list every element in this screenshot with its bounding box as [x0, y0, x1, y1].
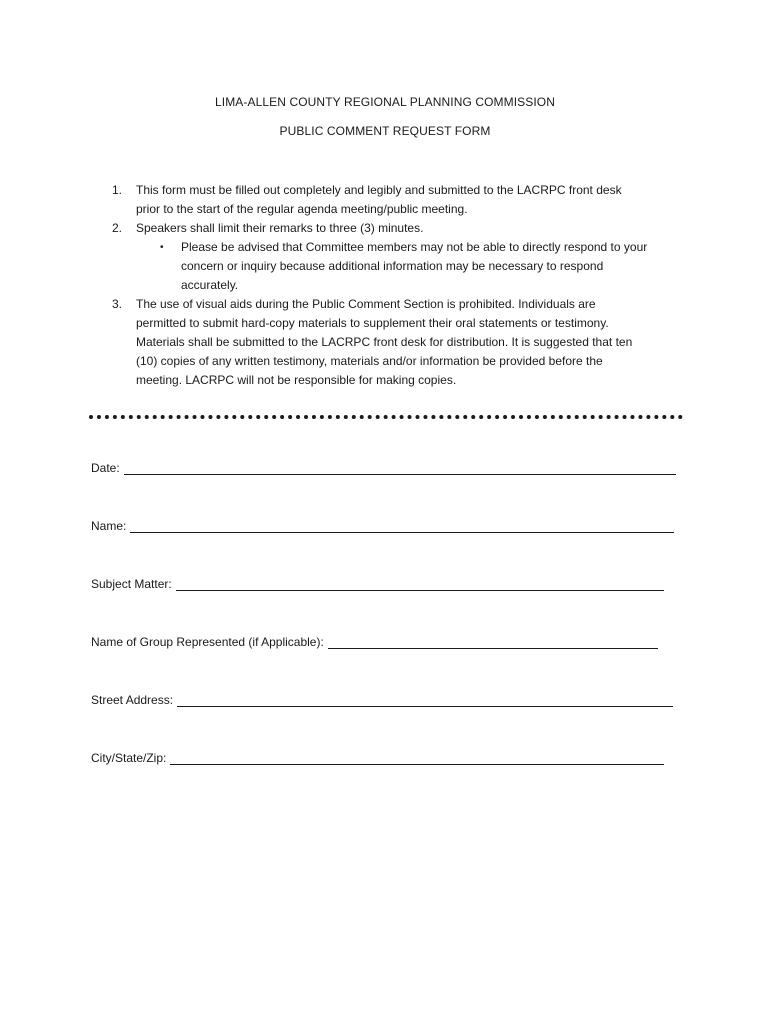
- rule-line: meeting. LACRPC will not be responsible for making copies.: [136, 373, 457, 387]
- sub-bullet-line: Please be advised that Committee members may not be able to directly respond to your: [181, 240, 648, 254]
- name-field: [91, 519, 674, 533]
- rule-number: 1.: [112, 183, 123, 197]
- group-field: [91, 635, 658, 649]
- name-input-line[interactable]: [130, 519, 674, 533]
- sub-bullet-line: concern or inquiry because additional information may be necessary to respond: [181, 259, 604, 273]
- rule-item-2: [112, 219, 682, 238]
- street-input-line[interactable]: [177, 693, 673, 707]
- bullet-icon: •: [160, 242, 164, 253]
- rule-item-1: [112, 181, 682, 219]
- name-label: Name:: [91, 519, 127, 533]
- street-label: Street Address:: [91, 693, 174, 707]
- subject-input-line[interactable]: [176, 577, 664, 591]
- form-title: PUBLIC COMMENT REQUEST FORM: [279, 124, 491, 138]
- city-state-zip-input-line[interactable]: [170, 751, 664, 765]
- rule-number: 2.: [112, 221, 123, 235]
- group-label: Name of Group Represented (if Applicable):: [91, 635, 324, 649]
- rules-list: [112, 181, 682, 390]
- sub-bullet-line: accurately.: [181, 278, 239, 292]
- rule-line: This form must be filled out completely and legibly and submitted to the LACRPC front desk: [136, 183, 622, 197]
- dotted-divider: [89, 415, 683, 419]
- rule-line: permitted to submit hard-copy materials to supplement their oral statements or testimony.: [136, 316, 609, 330]
- rule-line: (10) copies of any written testimony, materials and/or information be provided before the: [136, 354, 603, 368]
- city-state-zip-field: [91, 751, 664, 765]
- rule-sub-bullet: [112, 238, 682, 295]
- subject-label: Subject Matter:: [91, 577, 172, 591]
- rule-line: Materials shall be submitted to the LACRPC front desk for distribution. It is suggested that ten: [136, 335, 633, 349]
- rule-item-3: [112, 295, 682, 390]
- rule-line: Speakers shall limit their remarks to three (3) minutes.: [136, 221, 424, 235]
- city-state-zip-label: City/State/Zip:: [91, 751, 167, 765]
- organization-title: LIMA-ALLEN COUNTY REGIONAL PLANNING COMMISSION: [215, 95, 555, 109]
- date-label: Date:: [91, 461, 120, 475]
- subject-field: [91, 577, 664, 591]
- rule-line: The use of visual aids during the Public Comment Section is prohibited. Individuals are: [136, 297, 596, 311]
- rule-number: 3.: [112, 297, 123, 311]
- date-field: [91, 461, 676, 475]
- group-input-line[interactable]: [328, 635, 658, 649]
- rule-line: prior to the start of the regular agenda meeting/public meeting.: [136, 202, 468, 216]
- street-field: [91, 693, 673, 707]
- date-input-line[interactable]: [124, 461, 676, 475]
